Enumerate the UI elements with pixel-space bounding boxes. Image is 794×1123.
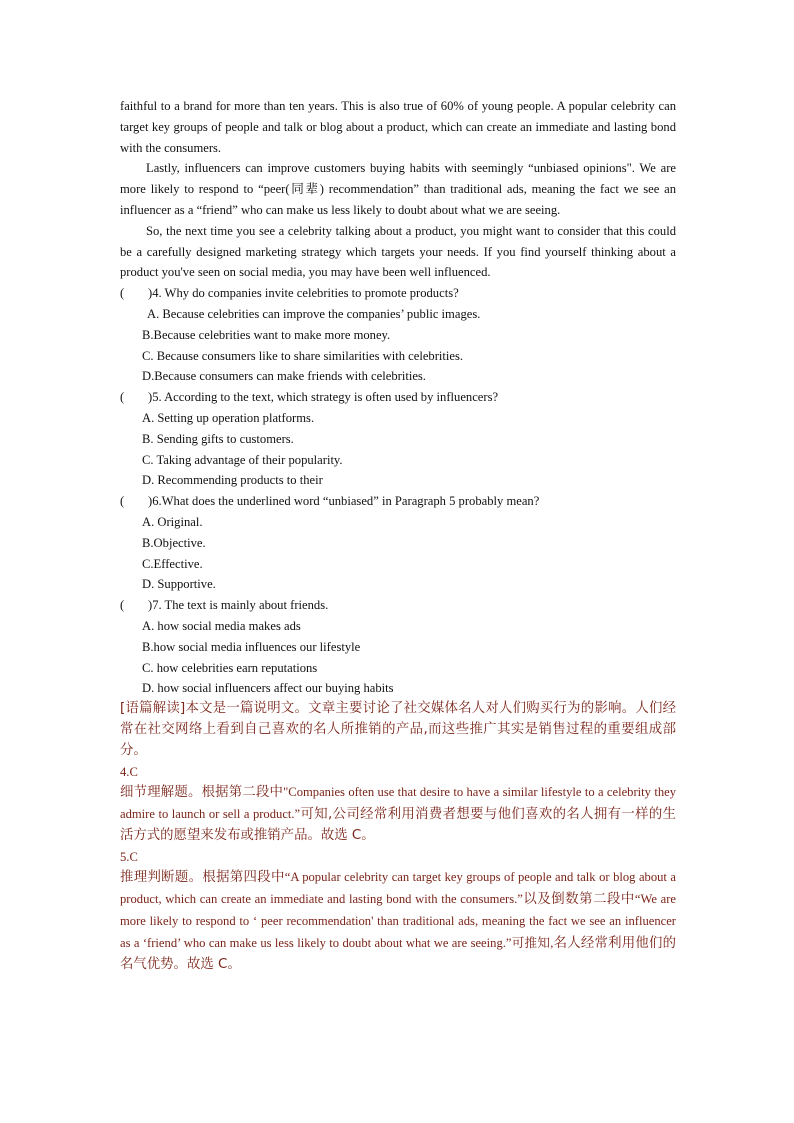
- question-stem: )6.What does the underlined word “unbiased” in Paragraph 5 probably mean?: [148, 494, 540, 509]
- passage-paragraph: So, the next time you see a celebrity talking about a product, you might want to consider that this could be a carefully designed marketing strategy which targets your needs. If you find yourself thinking about a product you've seen on social media, you may have been well influenced.: [120, 223, 676, 280]
- answer-blank[interactable]: (: [120, 390, 125, 405]
- answer-blank[interactable]: (: [120, 286, 125, 301]
- question-stem: )4. Why do companies invite celebrities to promote products?: [148, 286, 459, 301]
- option: D.Because consumers can make friends with celebrities.: [142, 369, 426, 384]
- question-4: [120, 283, 676, 304]
- explanation-lead: 推理判断题。根据第四段中: [120, 870, 285, 886]
- answer-number: 5.C: [120, 849, 138, 864]
- answer-blank[interactable]: (: [120, 598, 125, 613]
- answer-number: 4.C: [120, 764, 138, 779]
- question-stem: )5. According to the text, which strategy is often used by influencers?: [148, 390, 499, 405]
- analysis-summary: [语篇解读]本文是一篇说明文。文章主要讨论了社交媒体名人对人们购买行为的影响。人们经常在社交网络上看到自己喜欢的名人所推销的产品,而这些推广其实是销售过程的重要组成部分。: [120, 701, 676, 758]
- answer-explanation: [120, 782, 676, 846]
- option: D. Supportive.: [142, 577, 216, 592]
- option: B.Objective.: [142, 535, 206, 550]
- question-stem: )7. The text is mainly about friends.: [148, 598, 329, 613]
- option: A. Original.: [142, 514, 203, 529]
- passage-paragraph: faithful to a brand for more than ten years. This is also true of 60% of young people. A popular celebrity can target key groups of people and talk or blog about a product, which can create an immediate and lasting bond with the consumers.: [120, 99, 676, 155]
- explanation-quote: “A popular celebrity can target key groups of people and talk or blog about a product, which can create an immediate and lasting bond with the consumers.”: [120, 870, 676, 907]
- option: B.how social media influences our lifestyle: [142, 639, 361, 654]
- question-5: [120, 387, 676, 408]
- option: B. Sending gifts to customers.: [142, 431, 294, 446]
- option: C.Effective.: [142, 556, 203, 571]
- explanation-quote: “We are more likely to respond to ‘ peer recommendation' than traditional ads, meaning the fact we see an influencer as a ‘friend’ who can make us less likely to doubt about what we are seeing.”: [120, 892, 676, 950]
- option: C. Because consumers like to share similarities with celebrities.: [142, 348, 464, 363]
- option: A. Setting up operation platforms.: [142, 410, 315, 425]
- option: C. how celebrities earn reputations: [142, 660, 318, 675]
- explanation-tail: 可知,公司经常利用消费者想要与他们喜欢的名人拥有一样的生活方式的愿望来发布或推销产品。故选 C。: [120, 807, 676, 843]
- question-6: [120, 491, 676, 512]
- option: C. Taking advantage of their popularity.: [142, 452, 343, 467]
- document-page: [120, 96, 676, 975]
- answer-blank[interactable]: (: [120, 494, 125, 509]
- option: D. Recommending products to their: [142, 473, 323, 488]
- explanation-tail: 名人经常利用他们的名气优势。故选 C。: [120, 935, 676, 972]
- option: A. Because celebrities can improve the companies’ public images.: [147, 306, 481, 321]
- answer-explanation: [120, 867, 676, 975]
- question-7: [120, 595, 676, 616]
- explanation-lead: 细节理解题。根据第二段中: [120, 785, 284, 801]
- passage-paragraph: Lastly, influencers can improve customers buying habits with seemingly “unbiased opinions". We are more likely to respond to “peer(同辈) recommendation” than traditional ads, meaning the fact we see an influencer as a “friend” who can make us less likely to doubt about what we are seeing.: [120, 161, 676, 217]
- option: B.Because celebrities want to make more money.: [142, 327, 391, 342]
- explanation-mid: 可推知,: [511, 935, 554, 950]
- explanation-quote: "Companies often use that desire to have a similar lifestyle to a celebrity they admire to launch or sell a product.”: [120, 785, 677, 822]
- option: D. how social influencers affect our buying habits: [142, 681, 394, 696]
- option: A. how social media makes ads: [142, 618, 301, 633]
- explanation-mid: 以及倒数第二段中: [522, 892, 635, 908]
